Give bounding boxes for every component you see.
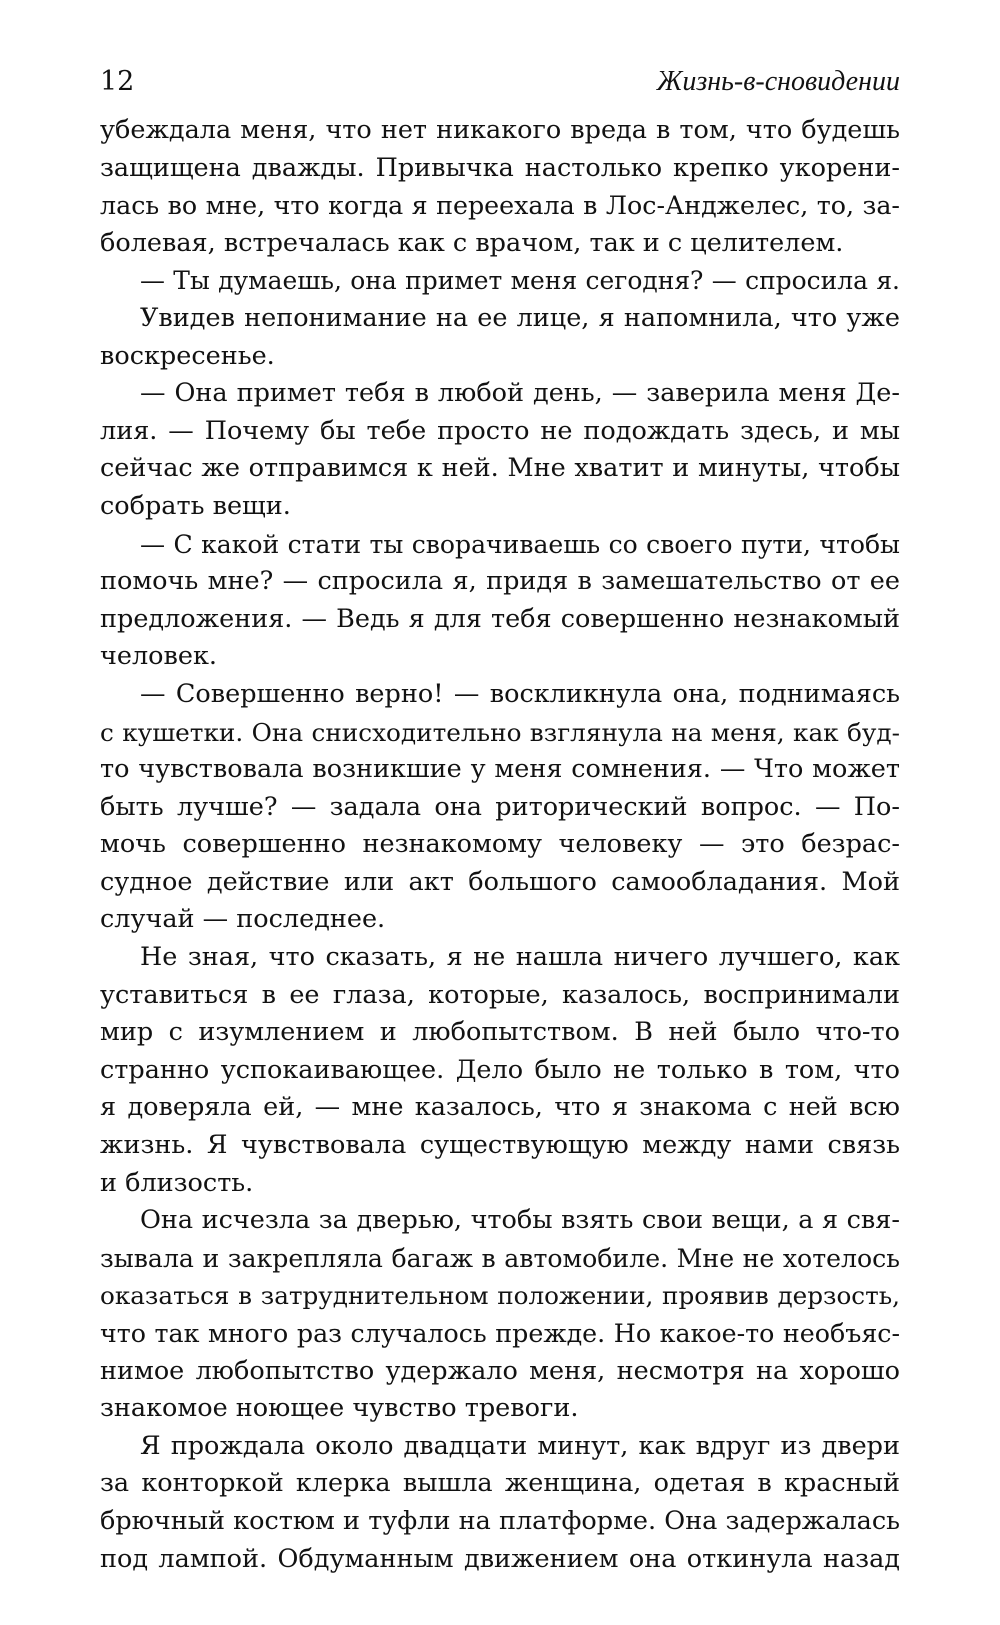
- text-line: — С какой стати ты сворачиваешь со своего пути, чтобы: [140, 529, 900, 559]
- text-line: я доверяла ей, — мне казалось, что я знакома с ней всю: [100, 1092, 900, 1123]
- text-line: уставиться в ее глаза, которые, казалось, воспринимали: [100, 979, 900, 1010]
- text-line: и близость.: [100, 1167, 254, 1198]
- text-line: — Ты думаешь, она примет меня сегодня? — спросила я.: [140, 266, 900, 296]
- text-line: за конторкой клерка вышла женщина, одетая в красный: [100, 1468, 900, 1499]
- text-line: предложения. — Ведь я для тебя совершенно незнакомый: [100, 603, 900, 634]
- text-line: нимое любопытство удержало меня, несмотря на хорошо: [100, 1355, 900, 1386]
- text-line: с кушетки. Она снисходительно взглянула на меня, как буд-: [100, 717, 900, 747]
- text-line: зывала и закрепляла багаж в автомобиле. Мне не хотелось: [100, 1243, 900, 1273]
- text-line: Она исчезла за дверью, чтобы взять свои вещи, а я свя-: [140, 1205, 900, 1236]
- book-title: Жизнь-в-сновидении: [656, 66, 900, 97]
- page-number: 12: [100, 66, 135, 97]
- text-line: собрать вещи.: [100, 490, 291, 521]
- text-line: Увидев непонимание на ее лице, я напомнила, что уже: [140, 302, 900, 333]
- text-line: болевая, встречалась как с врачом, так и с целителем.: [100, 227, 844, 258]
- text-line: то чувствовала возникшие у меня сомнения. — Что может: [100, 754, 900, 785]
- text-line: мир с изумлением и любопытством. В ней было что-то: [100, 1017, 900, 1048]
- text-line: что так много раз случалось прежде. Но какое-то необъяс-: [100, 1319, 900, 1348]
- text-line: брючный костюм и туфли на платформе. Она задержалась: [100, 1505, 900, 1536]
- text-line: сейчас же отправимся к ней. Мне хватит и минуты, чтобы: [100, 453, 900, 484]
- text-line: быть лучше? — задала она риторический вопрос. — По-: [100, 791, 900, 822]
- text-line: Я прождала около двадцати минут, как вдруг из двери: [140, 1430, 900, 1461]
- text-line: знакомое ноющее чувство тревоги.: [100, 1393, 579, 1424]
- text-line: лась во мне, что когда я переехала в Лос-Анджелес, то, за-: [100, 190, 900, 221]
- text-line: воскресенье.: [100, 340, 275, 371]
- text-line: лия. — Почему бы тебе просто не подождать здесь, и мы: [100, 415, 900, 446]
- text-line: случай — последнее.: [100, 904, 386, 935]
- text-line: жизнь. Я чувствовала существующую между нами связь: [100, 1130, 900, 1161]
- text-line: Не зная, что сказать, я не нашла ничего лучшего, как: [140, 942, 900, 973]
- text-line: защищена дважды. Привычка настолько крепко укорени-: [100, 152, 900, 183]
- book-page: [100, 66, 900, 1578]
- text-line: мочь совершенно незнакомому человеку — это безрас-: [100, 829, 900, 860]
- text-line: под лампой. Обдуманным движением она откинула назад: [100, 1543, 900, 1574]
- text-line: странно успокаивающее. Дело было не только в том, что: [100, 1054, 900, 1085]
- body-text: [100, 112, 900, 1578]
- text-line: помочь мне? — спросила я, придя в замешательство от ее: [100, 566, 900, 597]
- text-line: человек.: [100, 641, 217, 672]
- text-line: судное действие или акт большого самообладания. Мой: [100, 866, 900, 897]
- text-line: — Она примет тебя в любой день, — заверила меня Де-: [140, 378, 900, 409]
- text-line: оказаться в затруднительном положении, проявив дерзость,: [100, 1281, 900, 1311]
- running-head: [100, 66, 900, 112]
- text-line: — Совершенно верно! — воскликнула она, поднимаясь: [140, 678, 900, 709]
- text-line: убеждала меня, что нет никакого вреда в том, что будешь: [100, 115, 900, 145]
